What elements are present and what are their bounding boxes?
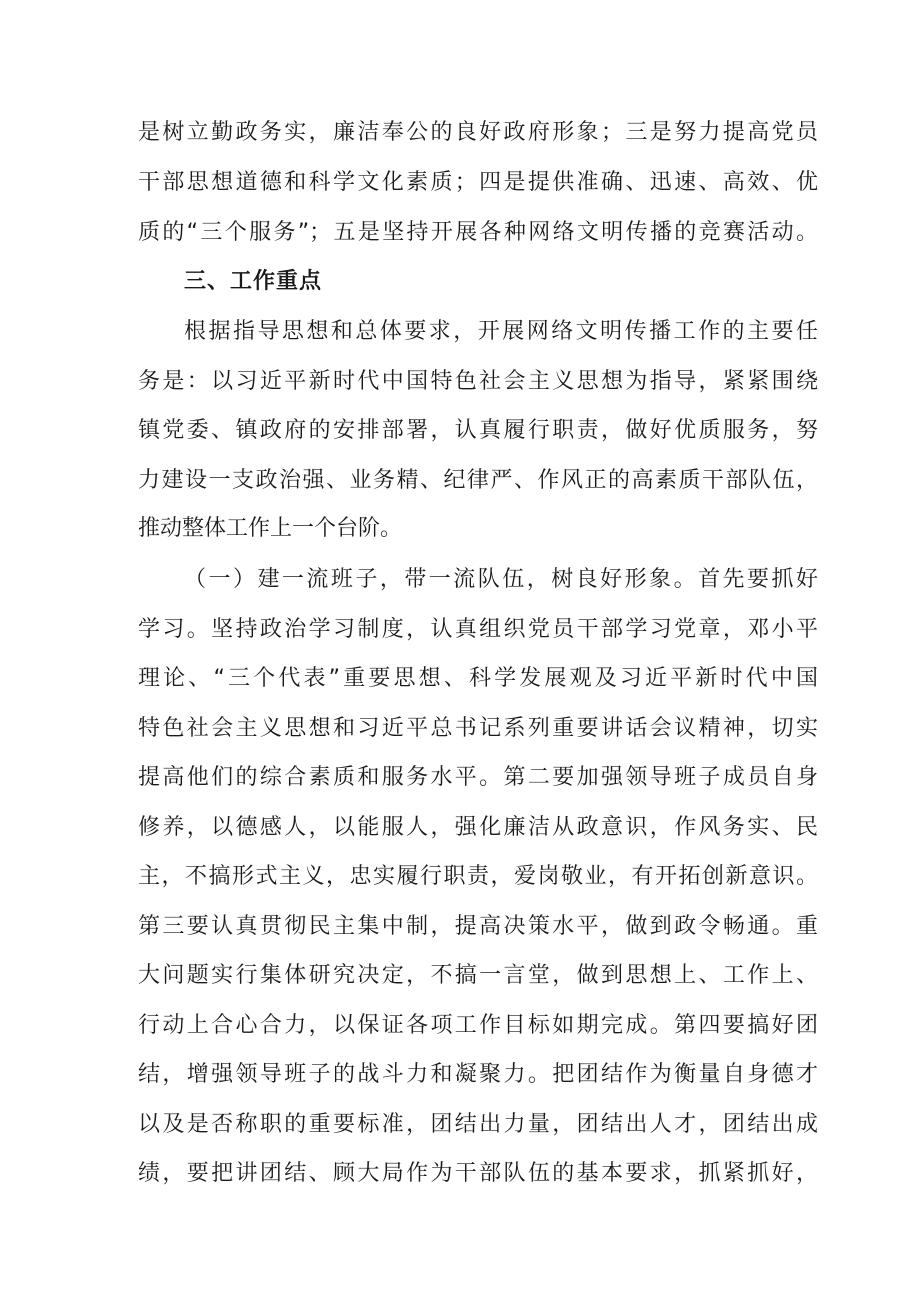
text-line: 行动上合心合力，以保证各项工作目标如期完成。第四要搞好团 — [138, 1013, 818, 1038]
text-line: 是树立勤政务实，廉洁奉公的良好政府形象；三是努力提高党员 — [138, 120, 818, 145]
section-heading: 三、工作重点 — [184, 269, 323, 294]
text-line: 干部思想道德和科学文化素质；四是提供准确、迅速、高效、优 — [138, 170, 818, 195]
text-line: 力建设一支政治强、业务精、纪律严、作风正的高素质干部队伍， — [138, 468, 818, 493]
text-line: 理论、“三个代表”重要思想、科学发展观及习近平新时代中国 — [138, 666, 818, 691]
text-line: 结，增强领导班子的战斗力和凝聚力。把团结作为衡量自身德才 — [138, 1062, 818, 1087]
text-line: 第三要认真贯彻民主集中制，提高决策水平，做到政令畅通。重 — [138, 914, 818, 939]
text-line: 镇党委、镇政府的安排部署，认真履行职责，做好优质服务，努 — [138, 418, 818, 443]
text-line: 质的“三个服务”；五是坚持开展各种网络文明传播的竞赛活动。 — [138, 220, 818, 245]
text-line: 推动整体工作上一个台阶。 — [138, 516, 403, 541]
text-line: （一）建一流班子，带一流队伍，树良好形象。首先要抓好 — [184, 567, 818, 592]
text-line: 大问题实行集体研究决定，不搞一言堂，做到思想上、工作上、 — [138, 963, 818, 988]
text-line: 主，不搞形式主义，忠实履行职责，爱岗敬业，有开拓创新意识。 — [138, 864, 818, 889]
text-line: 学习。坚持政治学习制度，认真组织党员干部学习党章，邓小平 — [138, 617, 818, 642]
text-line: 根据指导思想和总体要求，开展网络文明传播工作的主要任 — [184, 319, 818, 344]
text-line: 修养，以德感人，以能服人，强化廉洁从政意识，作风务实、民 — [138, 815, 818, 840]
text-line: 以及是否称职的重要标准，团结出力量，团结出人才，团结出成 — [138, 1112, 818, 1137]
text-line: 务是：以习近平新时代中国特色社会主义思想为指导，紧紧围绕 — [138, 369, 818, 394]
text-line: 提高他们的综合素质和服务水平。第二要加强领导班子成员自身 — [138, 765, 818, 790]
text-line: 特色社会主义思想和习近平总书记系列重要讲话会议精神，切实 — [138, 716, 818, 741]
text-line: 绩，要把讲团结、顾大局作为干部队伍的基本要求，抓紧抓好， — [138, 1161, 818, 1186]
